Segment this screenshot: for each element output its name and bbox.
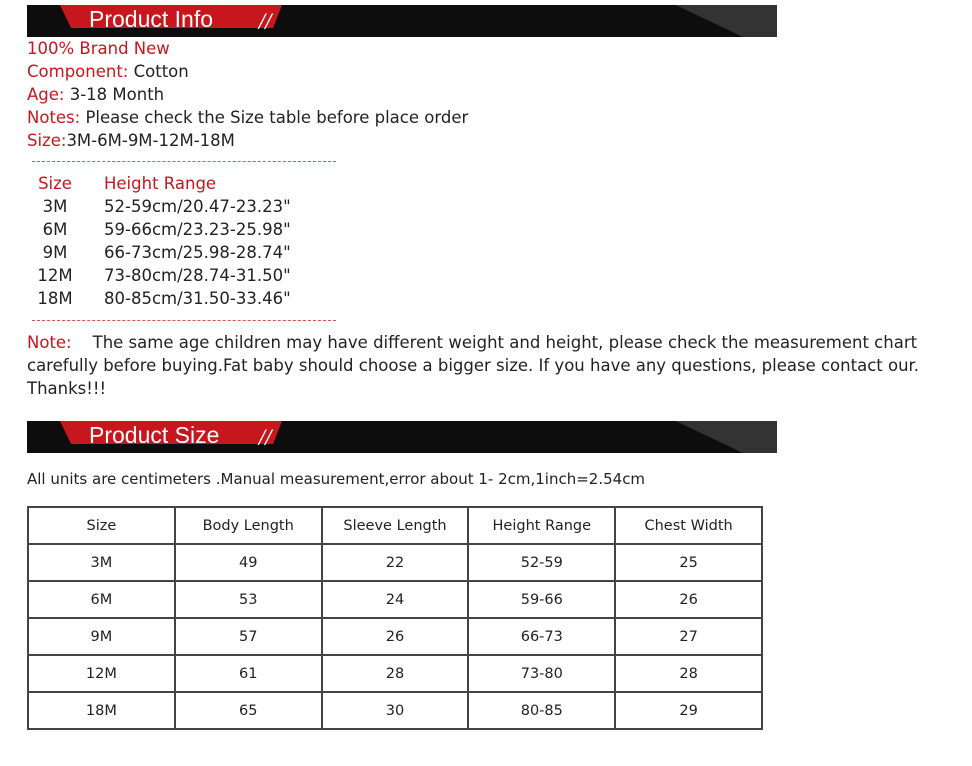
note-label: Note:: [27, 333, 72, 352]
brand-new-line: 100% Brand New: [27, 39, 170, 58]
table-header-cell: Body Length: [175, 507, 322, 544]
table-header-cell: Sleeve Length: [322, 507, 469, 544]
table-cell: 52-59: [468, 544, 615, 581]
size-line: [27, 131, 235, 151]
range-cell: 73-80cm/28.74-31.50": [104, 266, 291, 285]
table-cell: 6M: [28, 581, 175, 618]
table-cell: 57: [175, 618, 322, 655]
notes-value: Please check the Size table before place order: [80, 108, 469, 127]
component-value: Cotton: [128, 62, 189, 81]
table-cell: 26: [615, 581, 762, 618]
banner-accent: [647, 5, 777, 37]
table-header-row: [28, 507, 762, 544]
table-cell: 65: [175, 692, 322, 729]
table-cell: 3M: [28, 544, 175, 581]
units-note: All units are centimeters .Manual measurement,error about 1- 2cm,1inch=2.54cm: [27, 470, 646, 488]
table-cell: 25: [615, 544, 762, 581]
table-cell: 18M: [28, 692, 175, 729]
product-info-title: Product Info: [89, 6, 214, 32]
component-line: [27, 62, 189, 82]
table-cell: 59-66: [468, 581, 615, 618]
size-label: Size:: [27, 131, 67, 150]
table-header-cell: Size: [28, 507, 175, 544]
table-cell: 49: [175, 544, 322, 581]
age-label: Age:: [27, 85, 65, 104]
table-cell: 61: [175, 655, 322, 692]
size-value: 3M-6M-9M-12M-18M: [66, 131, 235, 150]
table-cell: 28: [322, 655, 469, 692]
table-cell: 28: [615, 655, 762, 692]
size-cell: 12M: [37, 266, 73, 285]
size-cell: 3M: [42, 197, 68, 216]
banner-slash: //: [259, 10, 272, 32]
table-row: [28, 655, 762, 692]
product-size-banner: [27, 421, 777, 453]
age-line: [27, 85, 164, 105]
table-cell: 53: [175, 581, 322, 618]
range-cell: 59-66cm/23.23-25.98": [104, 220, 291, 239]
table-cell: 80-85: [468, 692, 615, 729]
size-cell: 9M: [42, 243, 68, 262]
table-cell: 24: [322, 581, 469, 618]
table-row: [28, 692, 762, 729]
table-cell: 9M: [28, 618, 175, 655]
size-header: Size: [38, 174, 72, 193]
table-header-cell: Height Range: [468, 507, 615, 544]
measurement-table: [27, 506, 763, 730]
range-cell: 52-59cm/20.47-23.23": [104, 197, 291, 216]
table-cell: 73-80: [468, 655, 615, 692]
table-cell: 26: [322, 618, 469, 655]
dashed-divider: [32, 161, 336, 162]
dashed-divider: [32, 320, 336, 321]
height-range-header: Height Range: [104, 174, 217, 193]
table-cell: 66-73: [468, 618, 615, 655]
notes-label: Notes:: [27, 108, 81, 127]
notes-line: [27, 108, 468, 128]
banner-slash: //: [259, 426, 272, 448]
product-info-banner: [27, 5, 777, 37]
table-cell: 29: [615, 692, 762, 729]
note-text: The same age children may have different weight and height, please check the measurement chart carefully before buying.Fat baby should choose a bigger size. If you have any questions, please contact our. Thanks!!!: [27, 333, 920, 398]
table-cell: 22: [322, 544, 469, 581]
size-cell: 6M: [42, 220, 68, 239]
table-header-cell: Chest Width: [615, 507, 762, 544]
size-cell: 18M: [37, 289, 73, 308]
table-row: [28, 618, 762, 655]
table-cell: 27: [615, 618, 762, 655]
range-cell: 80-85cm/31.50-33.46": [104, 289, 291, 308]
banner-accent: [647, 421, 777, 453]
product-size-title: Product Size: [89, 422, 220, 448]
age-value: 3-18 Month: [64, 85, 165, 104]
table-cell: 12M: [28, 655, 175, 692]
note-paragraph: [27, 331, 957, 400]
table-row: [28, 544, 762, 581]
table-row: [28, 581, 762, 618]
range-cell: 66-73cm/25.98-28.74": [104, 243, 291, 262]
component-label: Component:: [27, 62, 129, 81]
table-cell: 30: [322, 692, 469, 729]
